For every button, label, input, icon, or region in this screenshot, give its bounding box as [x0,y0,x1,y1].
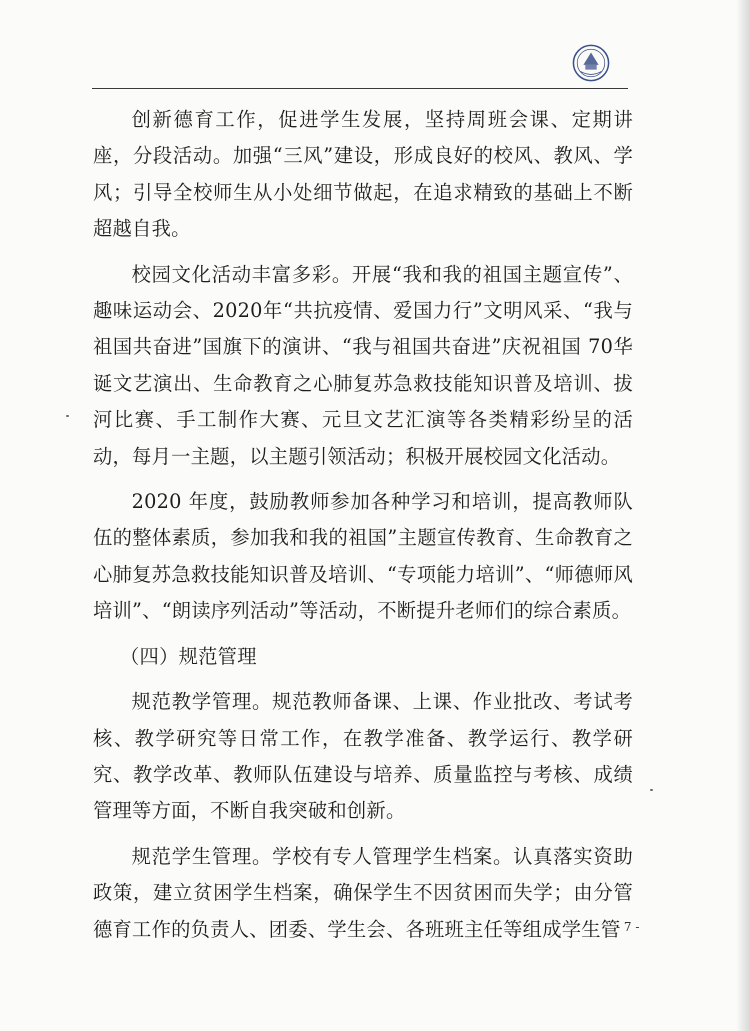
paragraph-teacher-training: 2020 年度，鼓励教师参加各种学习和培训，提高教师队伍的整体素质，参加我和我的祖国”主题宣传教育、生命教育之心肺复苏急救技能知识普及培训、“专项能力培训”、“师德师风培训”、“朗读序列活动”等活动，不断提升老师们的综合素质。 [93,490,633,623]
header-rule [92,88,628,89]
page-number: - 7 - [616,920,640,934]
section-heading-standardized-management: （四）规范管理 [120,644,257,668]
scan-edge-shadow [736,0,750,1031]
paragraph-student-management: 规范学生管理。学校有专人管理学生档案。认真落实资助政策，建立贫困学生档案，确保学生不因贫困而失学；由分管德育工作的负责人、团委、学生会、各班班主任等组成学生管 [93,844,633,941]
school-emblem-icon [572,44,610,82]
paragraph-teaching-management: 规范教学管理。规范教师备课、上课、作业批改、考试考核、教学研究等日常工作，在教学准备、教学运行、教学研究、教学改革、教师队伍建设与培养、质量监控与考核、成绩管理等方面，不断自我突破和创新。 [93,690,633,823]
paragraph-campus-culture: 校园文化活动丰富多彩。开展“我和我的祖国主题宣传”、趣味运动会、2020年“共抗疫情、爱国力行”文明风采、“我与祖国共奋进”国旗下的演讲、“我与祖国共奋进”庆祝祖国 70华诞文艺演出、生命教育之心肺复苏急救技能知识普及培训、拔河比赛、手工制作大赛、元旦文艺汇演等各类精彩纷呈的活动，每月一主题，以主题引领活动；积极开展校园文化活动。 [93,262,633,468]
body-text [93,102,633,948]
paragraph-moral-education: 创新德育工作，促进学生发展，坚持周班会课、定期讲座，分段活动。加强“三风”建设，形成良好的校风、教风、学风；引导全校师生从小处细节做起，在追求精致的基础上不断超越自我。 [93,108,633,241]
scan-speck [650,789,653,791]
scan-speck [66,415,69,417]
